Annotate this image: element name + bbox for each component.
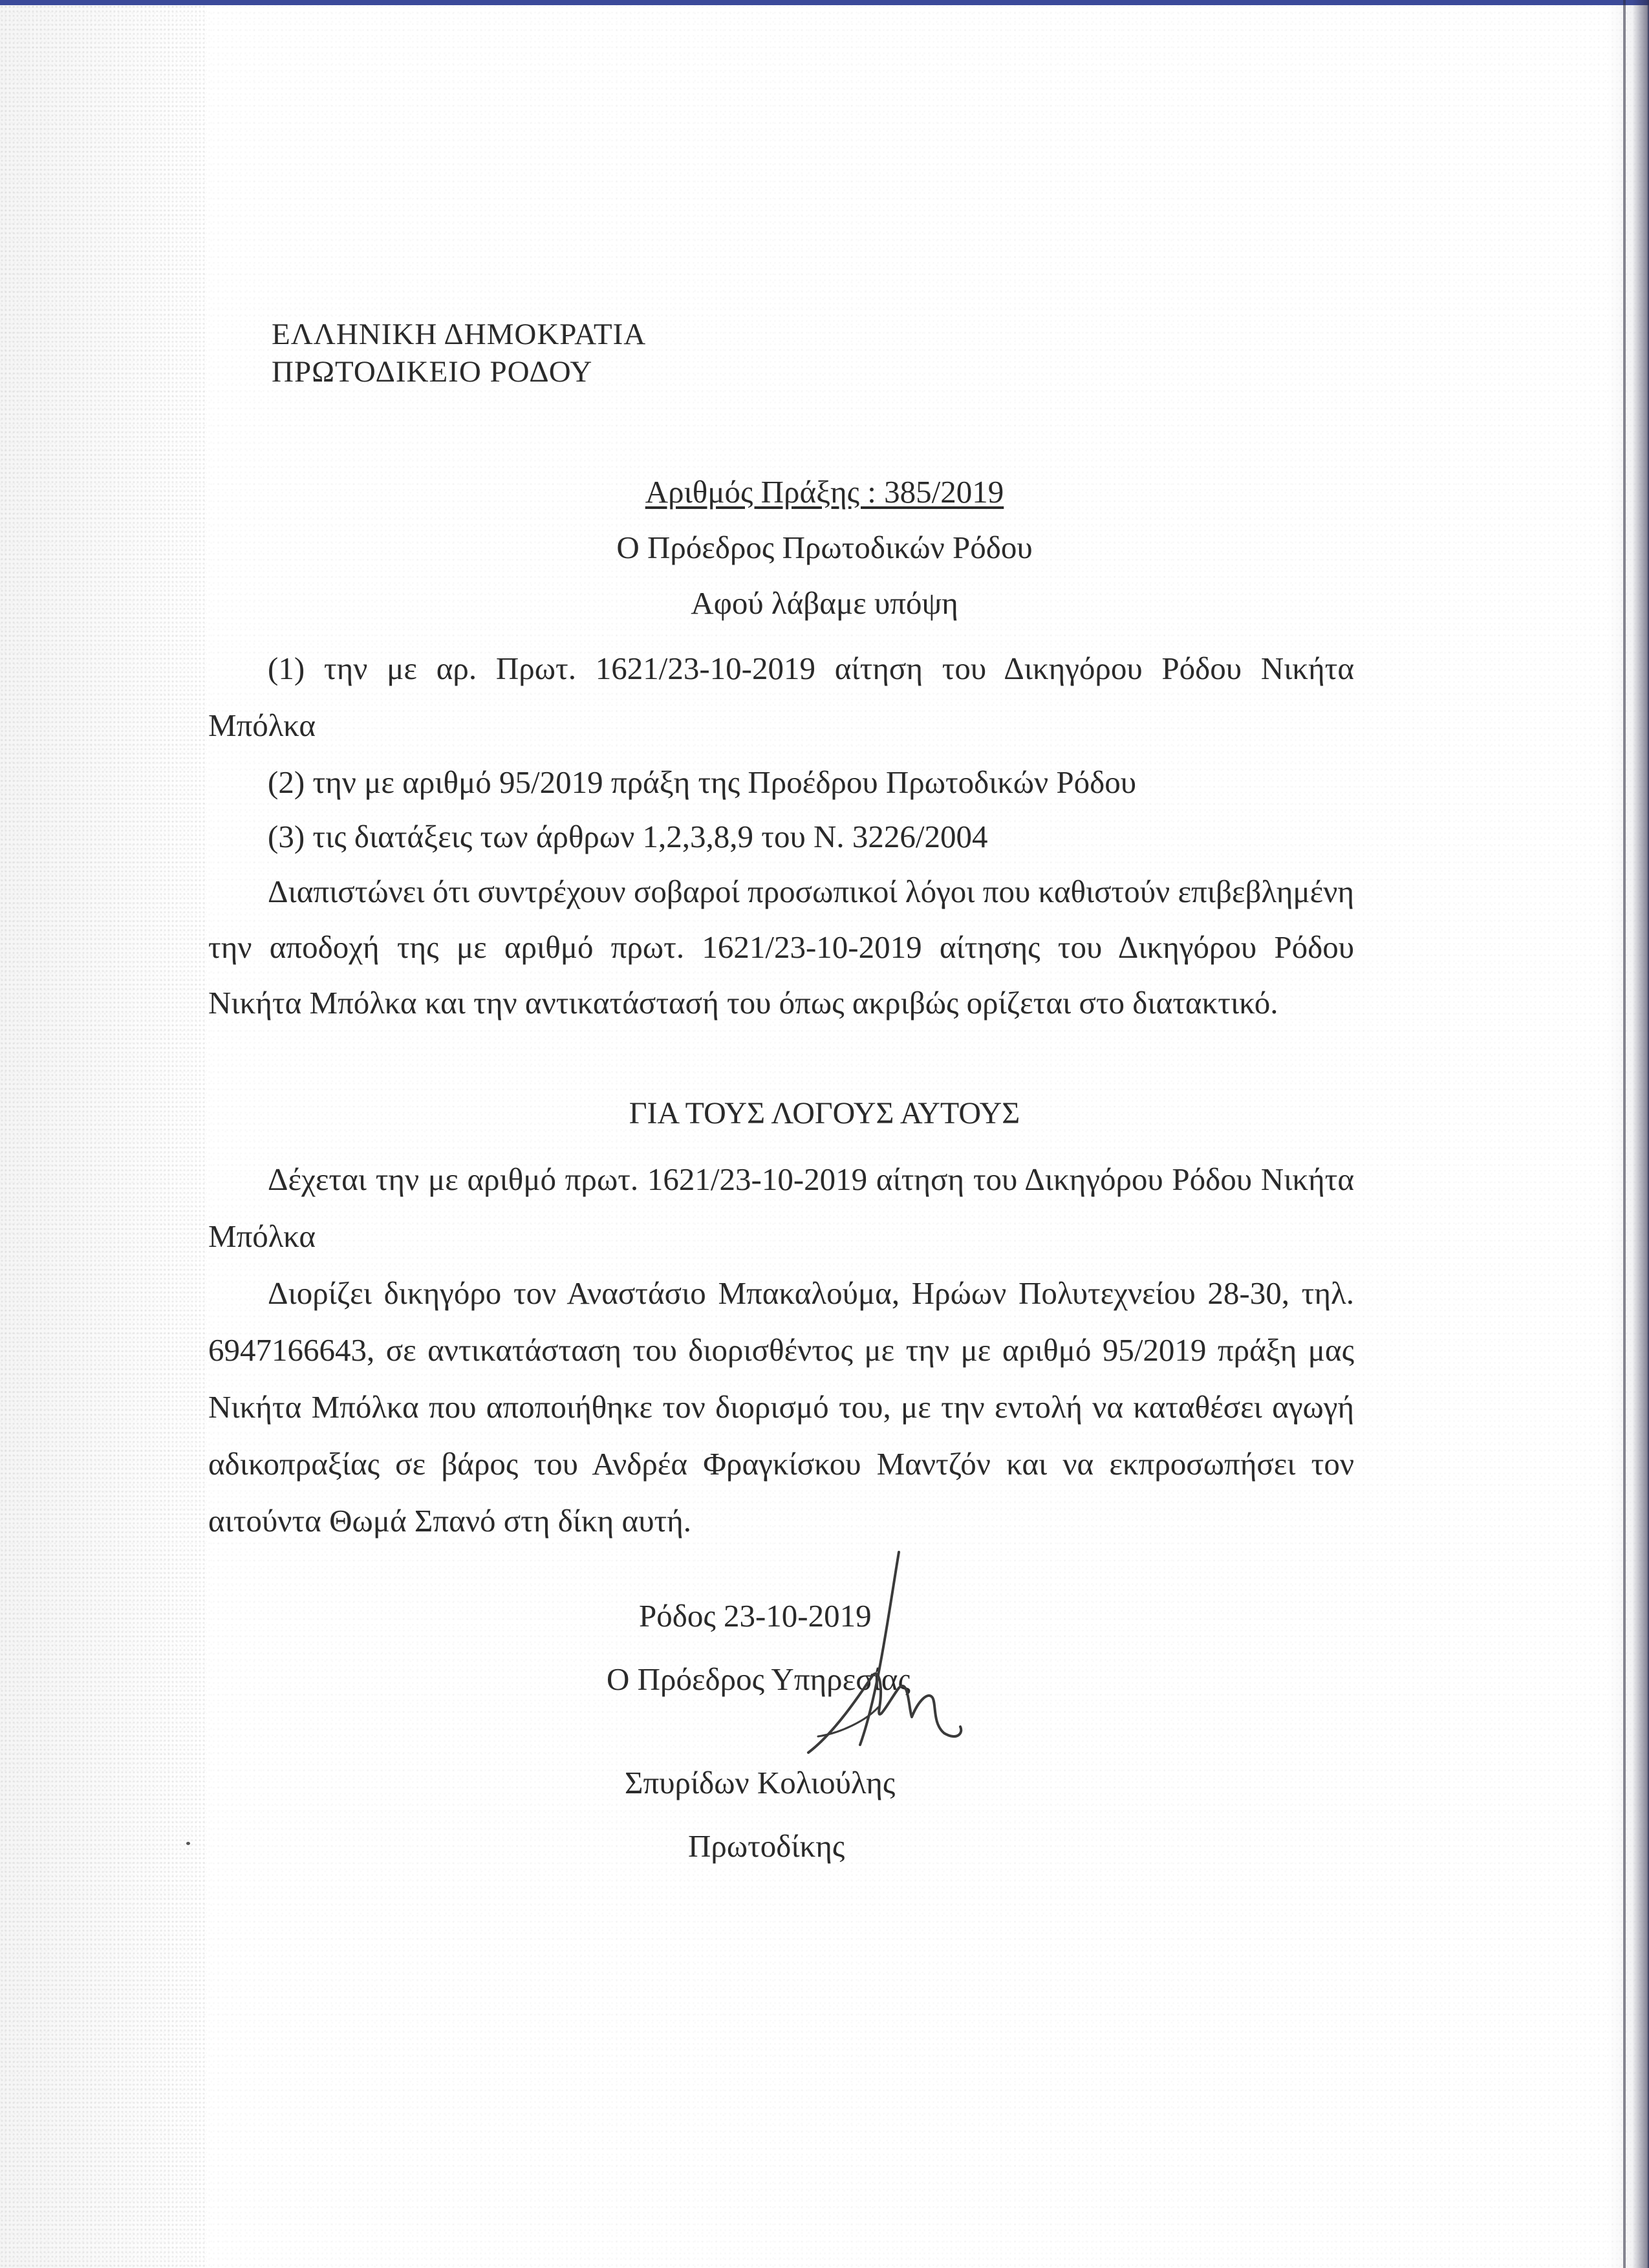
scan-speck bbox=[186, 1842, 190, 1845]
scan-right-border bbox=[1623, 0, 1626, 2268]
item-1 bbox=[208, 640, 1354, 754]
finding-paragraph bbox=[208, 864, 1354, 1031]
item-1-text: (1) την με αρ. Πρωτ. 1621/23-10-2019 αίτηση του Δικηγόρου Ρόδου Νικήτα Μπόλκα bbox=[208, 651, 1354, 743]
item-2-text: (2) την με αριθμό 95/2019 πράξη της Προέδρου Πρωτοδικών Ρόδου bbox=[268, 764, 1136, 800]
signer-role: Πρωτοδίκης bbox=[688, 1828, 845, 1864]
decision-appoints-text: Διορίζει δικηγόρο τον Αναστάσιο Μπακαλούμα, Ηρώων Πολυτεχνείου 28-30, τηλ. 6947166643, σε αντικατάσταση του διορισθέντος με την με αριθμό 95/2019 πράξη μας Νικήτα Μπόλκα που αποποιήθηκε τον διορισμό του, με την εντολή να καταθέσει αγωγή αδικοπραξίας σε βάρος του Ανδρέα Φραγκίσκου Μαντζόν και να εκπροσωπήσει τον αιτούντα Θωμά Σπανό στη δίκη αυτή. bbox=[208, 1275, 1354, 1539]
item-2 bbox=[208, 754, 1354, 811]
item-3-text: (3) τις διατάξεις των άρθρων 1,2,3,8,9 του Ν. 3226/2004 bbox=[268, 819, 988, 854]
item-3 bbox=[208, 808, 1354, 865]
header-republic: ΕΛΛΗΝΙΚΗ ΔΗΜΟΚΡΑΤΙΑ bbox=[272, 318, 647, 351]
signer-name: Σπυρίδων Κολιούλης bbox=[625, 1765, 896, 1800]
signer-title: Ο Πρόεδρος Υπηρεσίας bbox=[607, 1661, 911, 1697]
act-number: Αριθμός Πράξης : 385/2019 bbox=[645, 474, 1004, 510]
scan-top-border bbox=[0, 0, 1649, 5]
reasons-heading: ΓΙΑ ΤΟΥΣ ΛΟΓΟΥΣ ΑΥΤΟΥΣ bbox=[629, 1096, 1020, 1130]
decision-accepts bbox=[208, 1151, 1354, 1265]
scan-noise-left bbox=[0, 0, 207, 2268]
scan-right-shadow bbox=[1608, 0, 1649, 2268]
header-court: ΠΡΩΤΟΔΙΚΕΙΟ ΡΟΔΟΥ bbox=[272, 355, 593, 389]
handwritten-signature bbox=[763, 1539, 983, 1785]
considering-heading: Αφού λάβαμε υπόψη bbox=[691, 585, 958, 621]
finding-text: Διαπιστώνει ότι συντρέχουν σοβαροί προσωπικοί λόγοι που καθιστούν επιβεβλημένη την αποδοχή της με αριθμό πρωτ. 1621/23-10-2019 αίτησης του Δικηγόρου Ρόδου Νικήτα Μπόλκα και την αντικατάστασή του όπως ακριβώς ορίζεται στο διατακτικό. bbox=[208, 874, 1354, 1021]
president-title: Ο Πρόεδρος Πρωτοδικών Ρόδου bbox=[616, 530, 1033, 565]
decision-accepts-text: Δέχεται την με αριθμό πρωτ. 1621/23-10-2019 αίτηση του Δικηγόρου Ρόδου Νικήτα Μπόλκα bbox=[208, 1161, 1354, 1254]
decision-appoints bbox=[208, 1265, 1354, 1550]
place-date: Ρόδος 23-10-2019 bbox=[639, 1598, 872, 1634]
document-header bbox=[272, 316, 646, 391]
